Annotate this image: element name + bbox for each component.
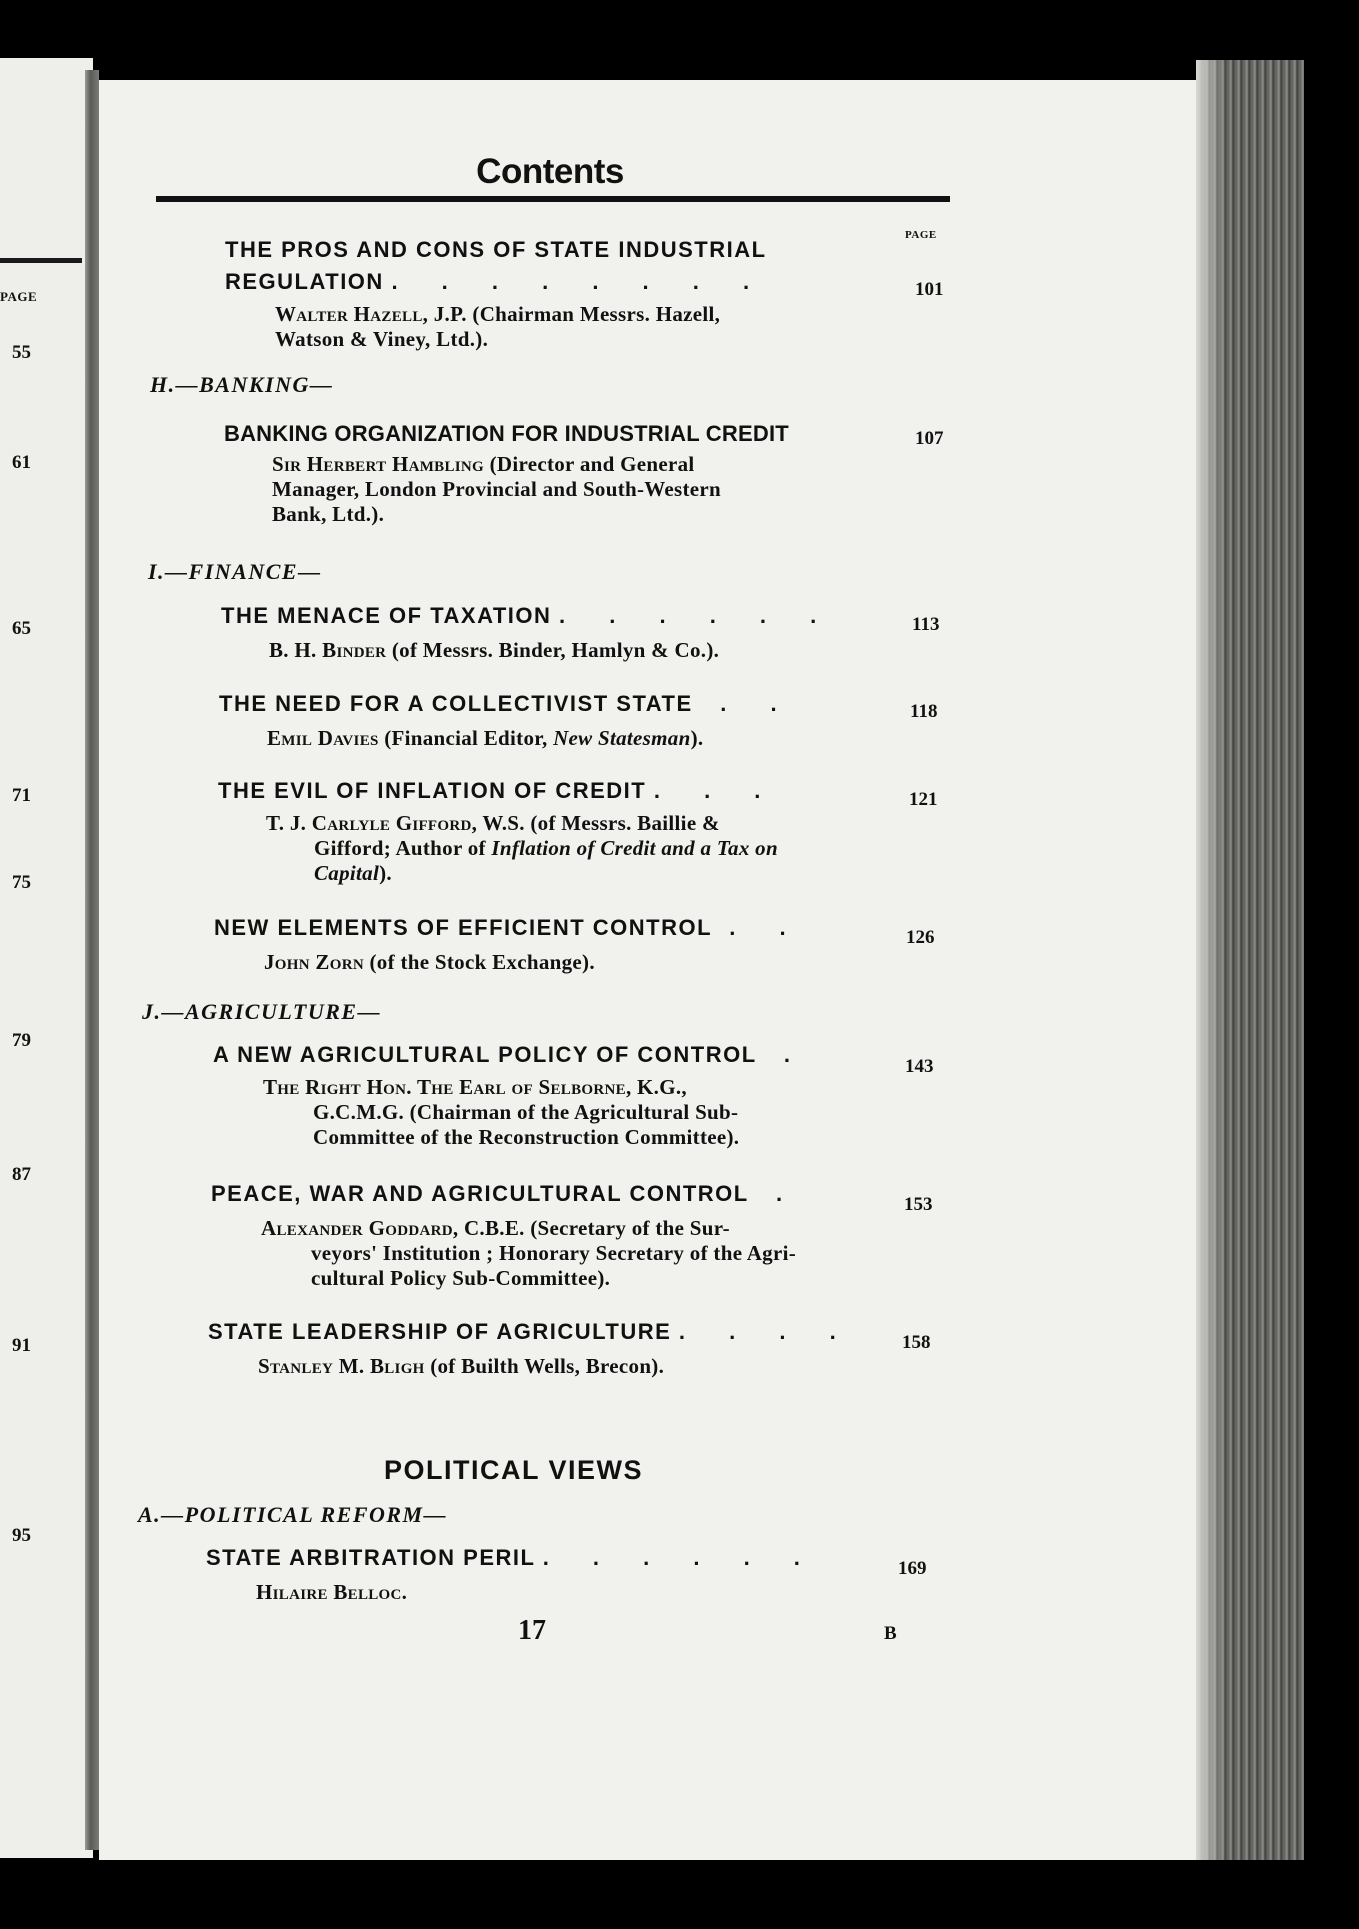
leader-dots: . .: [720, 691, 796, 716]
left-page-number: 55: [12, 342, 31, 363]
entry-title: [219, 688, 909, 720]
book-gutter: [85, 70, 99, 1850]
entry-page-number: 158: [902, 1332, 931, 1353]
entry-title: [224, 418, 894, 450]
left-page-number: 87: [12, 1164, 31, 1185]
left-page-number: 75: [12, 872, 31, 893]
author-name: John Zorn: [264, 950, 364, 974]
toc-entry: [211, 1178, 911, 1291]
leader-dots: .: [775, 1181, 802, 1206]
left-page-number: 95: [12, 1525, 31, 1546]
author-name: T. J. Carlyle Gifford,: [266, 811, 478, 835]
entry-title-line: THE EVIL OF INFLATION OF CREDIT: [218, 778, 647, 803]
section-heading: A.—POLITICAL REFORM—: [138, 1502, 448, 1527]
left-page-rule: [0, 258, 82, 263]
entry-author: B. H. Binder (of Messrs. Binder, Hamlyn & Co.).: [269, 638, 720, 662]
entry-author: Alexander Goddard, C.B.E. (Secretary of the Sur- veyors' Institution ; Honorary Secretary of the Agri- cultural Policy Sub-Committee).: [261, 1216, 797, 1290]
entry-author: John Zorn (of the Stock Exchange).: [264, 950, 595, 974]
signature-mark: B: [884, 1623, 897, 1644]
left-page: [0, 58, 93, 1858]
section-heading: I.—FINANCE—: [148, 559, 322, 584]
author-name: Walter Hazell,: [275, 302, 429, 326]
entry-title: [225, 234, 895, 298]
toc-entry: [218, 775, 908, 886]
toc-entry: [224, 418, 894, 527]
entry-title-line: THE NEED FOR A COLLECTIVIST STATE: [219, 691, 693, 716]
entry-page-number: 121: [909, 789, 938, 810]
entry-title-line: STATE ARBITRATION PERIL: [206, 1545, 536, 1570]
left-page-column-label: PAGE: [0, 289, 38, 304]
left-page-number: 61: [12, 452, 31, 473]
toc-entry: [213, 1039, 913, 1150]
left-page-number: 71: [12, 785, 31, 806]
entry-page-number: 113: [912, 614, 940, 635]
leader-dots: . . . . . . . .: [391, 269, 769, 294]
entry-title: [213, 1039, 913, 1071]
entry-author: Walter Hazell, J.P. (Chairman Messrs. Hazell, Watson & Viney, Ltd.).: [275, 302, 721, 351]
entry-title: [221, 600, 901, 632]
leader-dots: . . .: [653, 778, 780, 803]
part-heading: POLITICAL VIEWS: [384, 1455, 644, 1485]
entry-title: [218, 775, 908, 807]
leader-dots: . . . .: [678, 1319, 855, 1344]
title-rule: [156, 196, 950, 202]
leader-dots: . . . . . .: [559, 603, 836, 628]
page-edge-shadow: [1196, 60, 1226, 1860]
leader-dots: . . . . . .: [542, 1545, 819, 1570]
entry-page-number: 118: [910, 701, 938, 722]
entry-title: [206, 1542, 906, 1574]
toc-entry: [208, 1316, 908, 1379]
entry-title-line: PEACE, WAR AND AGRICULTURAL CONTROL: [211, 1181, 749, 1206]
author-name: Alexander Goddard,: [261, 1216, 459, 1240]
toc-entry: [221, 600, 901, 663]
entry-title-line: STATE LEADERSHIP OF AGRICULTURE: [208, 1319, 672, 1344]
entry-title-line: NEW ELEMENTS OF EFFICIENT CONTROL: [214, 915, 712, 940]
entry-page-number: 143: [905, 1056, 934, 1077]
entry-title-line: THE MENACE OF TAXATION: [221, 603, 552, 628]
section-heading: H.—BANKING—: [150, 372, 334, 397]
entry-title: [214, 912, 904, 944]
section-heading: J.—AGRICULTURE—: [142, 999, 382, 1024]
page-title: Contents: [476, 152, 624, 191]
entry-page-number: 101: [915, 279, 944, 300]
left-page-number: 91: [12, 1335, 31, 1356]
author-name: Sir Herbert Hambling: [272, 452, 485, 476]
entry-title: [211, 1178, 911, 1210]
toc-entry: [219, 688, 909, 751]
entry-author: Stanley M. Bligh (of Builth Wells, Brecon).: [258, 1354, 665, 1378]
page-column-label: PAGE: [905, 229, 937, 241]
entry-page-number: 126: [906, 927, 935, 948]
entry-title-line: BANKING ORGANIZATION FOR INDUSTRIAL CREDIT: [224, 421, 789, 446]
entry-title-line: REGULATION . . . . . . . .: [225, 269, 769, 294]
left-page-number: 65: [12, 618, 31, 639]
left-page-number: 79: [12, 1030, 31, 1051]
entry-page-number: 153: [904, 1194, 933, 1215]
entry-author: Emil Davies (Financial Editor, New Statesman).: [267, 726, 704, 750]
entry-author: [256, 1580, 906, 1605]
entry-title-line: A NEW AGRICULTURAL POLICY OF CONTROL: [213, 1042, 757, 1067]
toc-entry: [214, 912, 904, 975]
leader-dots: .: [783, 1042, 810, 1067]
page-number: 17: [518, 1615, 546, 1646]
author-name: Hilaire Belloc.: [256, 1580, 408, 1604]
author-name: B. H. Binder: [269, 638, 387, 662]
entry-author: The Right Hon. The Earl of Selborne, K.G., G.C.M.G. (Chairman of the Agricultural Sub- Committee of the Reconstruction Committee).: [263, 1075, 740, 1149]
leader-dots: . .: [729, 915, 805, 940]
toc-entry: [206, 1542, 906, 1605]
author-name: Stanley M. Bligh: [258, 1354, 425, 1378]
author-name: Emil Davies: [267, 726, 379, 750]
toc-entry: [225, 234, 895, 352]
entry-author: Sir Herbert Hambling (Director and General Manager, London Provincial and South-Western Bank, Ltd.).: [272, 452, 722, 526]
entry-page-number: 169: [898, 1558, 927, 1579]
entry-author: T. J. Carlyle Gifford, W.S. (of Messrs. Baillie & Gifford; Author of Inflation of Credit and a Tax on Capital).: [266, 811, 778, 885]
entry-title: [208, 1316, 908, 1348]
entry-title-line: THE PROS AND CONS OF STATE INDUSTRIAL: [225, 237, 767, 262]
author-name: The Right Hon. The Earl of Selborne,: [263, 1075, 632, 1099]
entry-page-number: 107: [915, 428, 944, 449]
